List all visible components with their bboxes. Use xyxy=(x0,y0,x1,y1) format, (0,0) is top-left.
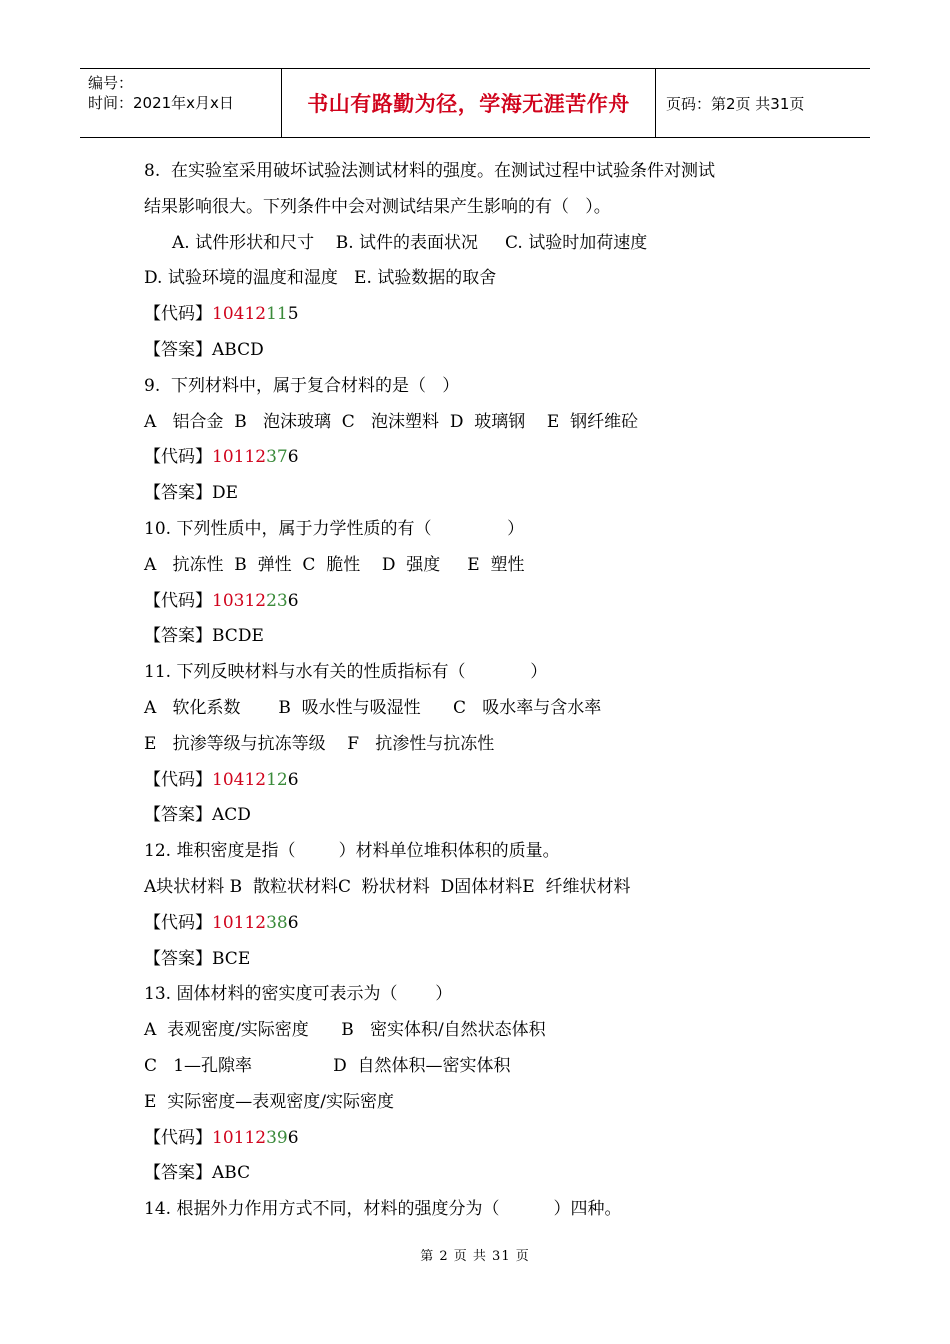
text-line: 结果影响很大。下列条件中会对测试结果产生影响的有（ ）。 xyxy=(144,196,611,217)
code-c2: 37 xyxy=(266,447,288,468)
text-line: 【答案】ACD xyxy=(144,805,251,826)
code-c2: 12 xyxy=(266,769,288,790)
code-line xyxy=(144,440,824,476)
page-footer: 第 2 页 共 31 页 xyxy=(420,1249,530,1264)
text-line: 10. 下列性质中，属于力学性质的有（ ） xyxy=(144,518,525,539)
header-motto: 书山有路勤为径，学海无涯苦作舟 xyxy=(282,69,656,137)
code-c3: 6 xyxy=(287,447,299,468)
text-line: A 软化系数 B 吸水性与吸湿性 C 吸水率与含水率 xyxy=(144,697,602,718)
text-line: A块状材料 B 散粒状材料C 粉状材料 D固体材料E 纤维状材料 xyxy=(144,876,631,897)
code-c1: 10112 xyxy=(212,1127,267,1148)
code-c3: 5 xyxy=(287,304,299,325)
text-line: D. 试验环境的温度和湿度 E. 试验数据的取舍 xyxy=(144,268,497,289)
page-header xyxy=(80,68,870,138)
header-meta xyxy=(80,69,282,137)
text-line: E 实际密度—表观密度/实际密度 xyxy=(144,1091,394,1112)
document-body xyxy=(144,154,824,1228)
code-c3: 6 xyxy=(287,590,299,611)
code-c2: 11 xyxy=(266,304,288,325)
code-c3: 6 xyxy=(287,769,299,790)
code-line xyxy=(144,584,824,620)
text-line: C 1—孔隙率 D 自然体积—密实体积 xyxy=(144,1055,511,1076)
text-line: E 抗渗等级与抗冻等级 F 抗渗性与抗冻性 xyxy=(144,733,495,754)
code-line xyxy=(144,297,824,333)
text-line: 13. 固体材料的密实度可表示为（ ） xyxy=(144,984,453,1005)
code-label: 【代码】 xyxy=(144,769,212,790)
code-c2: 38 xyxy=(266,912,288,933)
code-label: 【代码】 xyxy=(144,447,212,468)
text-line: A 铝合金 B 泡沫玻璃 C 泡沫塑料 D 玻璃钢 E 钢纤维砼 xyxy=(144,411,639,432)
text-line: 【答案】BCE xyxy=(144,948,251,969)
code-c1: 10112 xyxy=(212,447,267,468)
text-line: A 表观密度/实际密度 B 密实体积/自然状态体积 xyxy=(144,1020,546,1041)
code-c1: 10412 xyxy=(212,769,267,790)
code-label: 【代码】 xyxy=(144,590,212,611)
time-label: 时间：2021年x月x日 xyxy=(88,94,234,112)
code-c1: 10112 xyxy=(212,912,267,933)
text-line: 8. 在实验室采用破坏试验法测试材料的强度。在测试过程中试验条件对测试 xyxy=(144,161,716,181)
code-c1: 10412 xyxy=(212,304,267,325)
text-line: 【答案】DE xyxy=(144,483,239,504)
code-line xyxy=(144,1121,824,1157)
header-page-label: 页码：第2页 共31页 xyxy=(666,94,805,113)
text-line: 【答案】ABCD xyxy=(144,339,264,360)
code-label: 【代码】 xyxy=(144,912,212,933)
text-line: 【答案】BCDE xyxy=(144,626,264,647)
code-c3: 6 xyxy=(287,1127,299,1148)
code-line xyxy=(144,906,824,942)
code-c2: 39 xyxy=(266,1127,288,1148)
code-c3: 6 xyxy=(287,912,299,933)
code-label: 【代码】 xyxy=(144,1127,212,1148)
text-line: A. 试件形状和尺寸 B. 试件的表面状况 C. 试验时加荷速度 xyxy=(172,232,648,253)
number-label: 编号： xyxy=(88,74,134,92)
text-line: 11. 下列反映材料与水有关的性质指标有（ ） xyxy=(144,662,548,683)
text-line: 14. 根据外力作用方式不同，材料的强度分为（ ）四种。 xyxy=(144,1199,622,1220)
code-c2: 23 xyxy=(266,590,288,611)
code-line xyxy=(144,763,824,799)
text-line: A 抗冻性 B 弹性 C 脆性 D 强度 E 塑性 xyxy=(144,554,525,575)
code-c1: 10312 xyxy=(212,590,267,611)
text-line: 【答案】ABC xyxy=(144,1163,251,1184)
text-line: 12. 堆积密度是指（ ）材料单位堆积体积的质量。 xyxy=(144,841,560,862)
code-label: 【代码】 xyxy=(144,304,212,325)
text-line: 9. 下列材料中，属于复合材料的是（ ） xyxy=(144,375,460,396)
